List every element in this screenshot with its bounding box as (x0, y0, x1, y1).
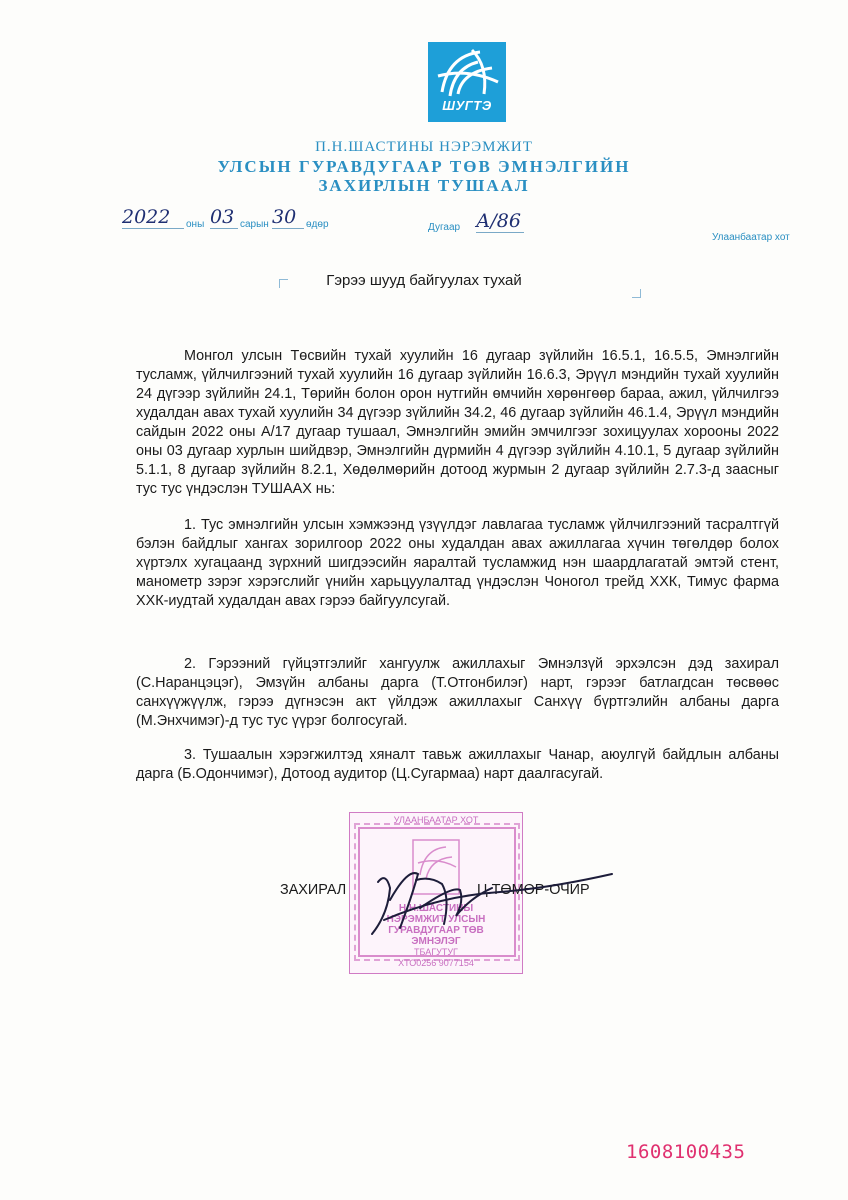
stamp-line-4: ЭМНЭЛЭГ (411, 936, 461, 947)
document-title: Гэрээ шууд байгуулах тухай (326, 272, 522, 289)
clause-3: 3. Тушаалын хэрэгжилтэд хяналт тавьж ажиллахыг Чанар, аюулгүй байдлын албаны дарга (Б.Одончимэг), Дотоод аудитор (Ц.Сугармаа) нарт даалгасугай. (136, 747, 779, 782)
date-month: 03 (210, 206, 238, 229)
clause-1: 1. Тус эмнэлгийн улсын хэмжээнд үзүүлдэг лавлагаа тусламж үйлчилгээний тасралтгүй бэлэн байдлыг хангах зорилгоор 2022 оны худалдан авах ажиллагаа хүчин төгөлдөр болох хүртэлх хугацаанд зүрхний шигдээсийн яаралтай тусламжид нэн шаардлагатай эмтэй стент, манометр зэрэг хэрэгслийг үнийн харьцуулалтад үндэслэн Чоногол трейд ХХК, Тимус фарма ХХК-иудтай худалдан авах гэрээ байгуулсугай. (136, 517, 779, 609)
stamp-line-1: Н.Н.ШАСТИНЫ (398, 903, 474, 914)
order-number-label: Дугаар (428, 222, 461, 233)
stamp-line-6: ХТО0256 9077154 (398, 958, 474, 968)
stamp-line-2: НЭРЭМЖИТ УЛСЫН (386, 914, 486, 925)
header-line-1: П.Н.ШАСТИНЫ НЭРЭМЖИТ (315, 139, 533, 155)
header-line-2: УЛСЫН ГУРАВДУГААР ТӨВ ЭМНЭЛГИЙН (217, 157, 631, 176)
hospital-logo (428, 42, 506, 122)
title-corner-right (632, 289, 641, 298)
logo-text: ШУГТЭ (442, 98, 492, 113)
date-day-label: өдөр (306, 219, 329, 230)
stamp-city: УЛААНБААТАР ХОТ (393, 815, 479, 825)
city-label: Улаанбаатар хот (712, 232, 790, 243)
stamp-line-3: ГУРАВДУГААР ТӨВ (388, 925, 484, 936)
clause-2: 2. Гэрээний гүйцэтгэлийг хангуулж ажиллахыг Эмнэлзүй эрхэлсэн дэд захирал (С.Наранцэцэг), Эмзүйн албаны дарга (Т.Отгонбилэг) нарт, гэрээг батлагдсан төсвөөс санхүүжүүлж, гэрээ дүгнэсэн акт үйлдэж ажиллахыг Санхүү бүртгэлийн албаны дарга (М.Энхчимэг)-д тус тус үүрэг болгосугай. (136, 656, 779, 729)
date-year: 2022 (122, 206, 184, 229)
stamp-line-5: ТБАГУТУГ (414, 947, 458, 957)
order-number: А/86 (476, 210, 524, 233)
date-day: 30 (272, 206, 304, 229)
signatory-role: ЗАХИРАЛ (280, 882, 347, 898)
date-year-label: оны (186, 219, 205, 230)
header-line-3: ЗАХИРЛЫН ТУШААЛ (318, 176, 530, 195)
handwritten-signature (360, 838, 620, 948)
signatory-name: Ц.ТӨМӨР-ОЧИР (477, 882, 590, 898)
preamble-paragraph: Монгол улсын Төсвийн тухай хуулийн 16 дугаар зүйлийн 16.5.1, 16.5.5, Эмнэлгийн тусламж, үйлчилгээний тухай хуулийн 16 дугаар зүйлийн 16.6.3, Эрүүл мэндийн тухай хуулийн 24 дүгээр зүйлийн 24.1, Төрийн болон орон нутгийн өмчийн хөрөнгөөр бараа, ажил, үйлчилгээ худалдан авах тухай хуулийн 34 дүгээр зүйлийн 34.2, 46 дугаар зүйлийн 46.1.4, Эрүүл мэндийн сайдын 2022 оны А/17 дугаар тушаал, Эмнэлгийн эмийн эмчилгээг зохицуулах хорооны 2022 оны 03 дугаар хурлын шийдвэр, Эмнэлгийн дүрмийн 4 дүгээр зүйлийн 4.10.1, 5 дугаар зүйлийн 5.1.1, 8 дугаар зүйлийн 8.2.1, Хөдөлмөрийн дотоод журмын 2 дугаар зүйлийн 2.7.3-д заасныг тус тус үндэслэн ТУШААХ нь: (136, 348, 779, 497)
serial-number: 1608100435 (626, 1141, 746, 1163)
date-month-label: сарын (240, 219, 269, 230)
